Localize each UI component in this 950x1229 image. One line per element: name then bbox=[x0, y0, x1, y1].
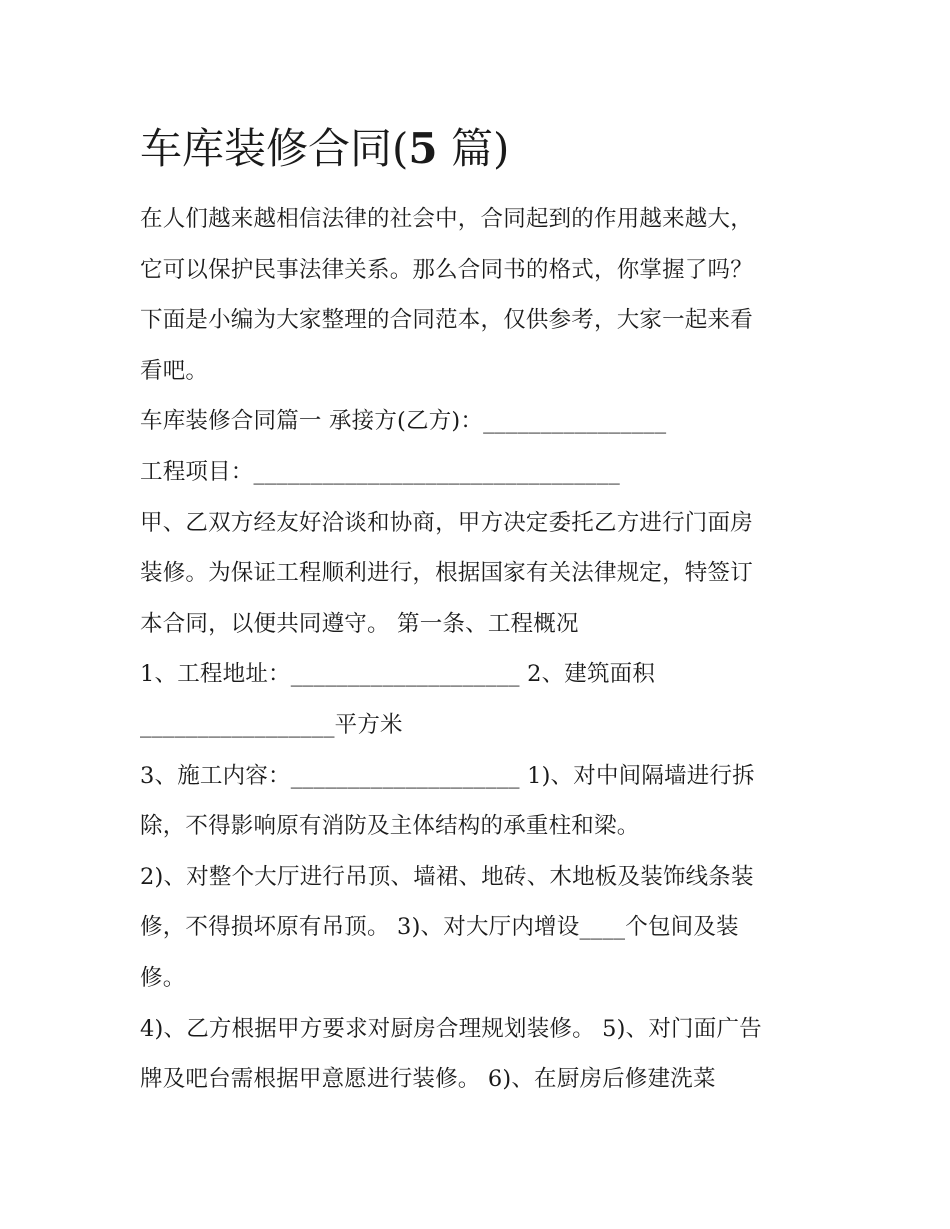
document-body bbox=[140, 194, 820, 1105]
title-block bbox=[140, 112, 820, 186]
body-line: 甲、乙双方经友好洽谈和协商，甲方决定委托乙方进行门面房 bbox=[140, 509, 753, 536]
contractor-line: 车库装修合同篇一 承接方(乙方)：________________ bbox=[140, 408, 667, 435]
body-line: 下面是小编为大家整理的合同范本，仅供参考，大家一起来看 bbox=[140, 307, 753, 334]
body-line: 装修。为保证工程顺利进行，根据国家有关法律规定，特签订 bbox=[140, 560, 753, 587]
body-line: 本合同，以便共同遵守。 第一条、工程概况 bbox=[140, 610, 579, 637]
body-line: 它可以保护民事法律关系。那么合同书的格式，你掌握了吗？ bbox=[140, 256, 753, 283]
title-text: 车库装修合同( bbox=[140, 124, 409, 173]
document-title bbox=[140, 112, 820, 186]
body-line: 除，不得影响原有消防及主体结构的承重柱和梁。 bbox=[140, 813, 640, 840]
body-line: 在人们越来越相信法律的社会中，合同起到的作用越来越大， bbox=[140, 206, 753, 232]
project-line: 工程项目：________________________________ bbox=[140, 458, 620, 485]
area-line: _________________平方米 bbox=[140, 711, 403, 738]
body-line: 看吧。 bbox=[140, 357, 209, 384]
body-line: 4)、乙方根据甲方要求对厨房合理规划装修。 5)、对门面广告 bbox=[140, 1015, 762, 1042]
body-line: 2)、对整个大厅进行吊顶、墙裙、地砖、木地板及装饰线条装 bbox=[140, 863, 754, 890]
address-line: 1、工程地址：____________________ 2、建筑面积 bbox=[140, 661, 656, 688]
body-line: 修。 bbox=[140, 964, 186, 991]
body-line: 牌及吧台需根据甲意愿进行装修。 6)、在厨房后修建洗菜 bbox=[140, 1066, 716, 1093]
title-suffix: 篇) bbox=[437, 124, 510, 173]
title-count: 5 bbox=[408, 124, 438, 173]
document-page bbox=[140, 112, 820, 1105]
scope-line: 3、施工内容：____________________ 1)、对中间隔墙进行拆 bbox=[140, 762, 755, 789]
body-line: 修，不得损坏原有吊顶。 3)、对大厅内增设____个包间及装 bbox=[140, 914, 739, 941]
